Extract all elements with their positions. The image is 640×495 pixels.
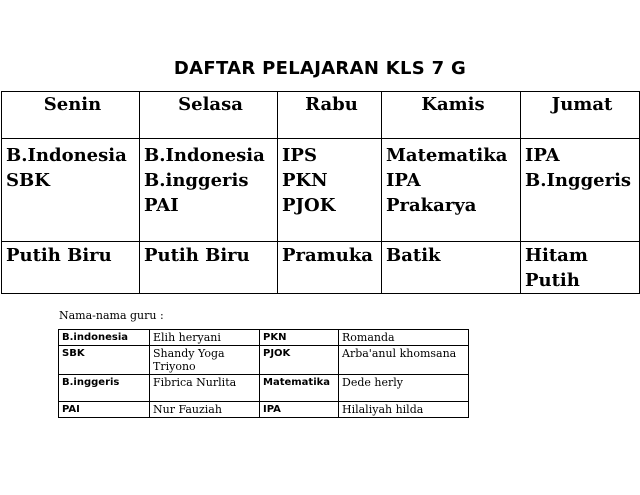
subject: B.inggeris [144, 170, 249, 191]
table-row [59, 346, 469, 375]
subject: B.Indonesia [6, 145, 127, 166]
teacher-name: Shandy Yoga Triyono [150, 346, 260, 375]
subject-name: SBK [59, 346, 150, 375]
teachers-label: Nama-nama guru : [59, 309, 164, 322]
teachers-table [58, 329, 469, 418]
teacher-name: Dede herly [339, 375, 469, 402]
uniform: Hitam [525, 245, 588, 266]
subject-name: Matematika [260, 375, 339, 402]
subject: B.Inggeris [525, 170, 632, 191]
subjects-cell-kamis [382, 139, 521, 242]
teacher-name: Fibrica Nurlita [150, 375, 260, 402]
subject: Matematika [386, 145, 508, 166]
subject: B.Indonesia [144, 145, 265, 166]
uniform: Putih Biru [6, 245, 112, 266]
subjects-cell-jumat [521, 139, 640, 242]
subject-name: B.inggeris [59, 375, 150, 402]
day-header: Kamis [382, 92, 521, 139]
subject-name: PAI [59, 402, 150, 418]
uniform: Putih Biru [144, 245, 250, 266]
schedule-table [1, 91, 640, 294]
subjects-cell-senin [2, 139, 140, 242]
subject: SBK [6, 170, 50, 191]
table-row [59, 330, 469, 346]
teacher-name: Elih heryani [150, 330, 260, 346]
subjects-row [2, 139, 640, 242]
page-title: DAFTAR PELAJARAN KLS 7 G [173, 58, 467, 79]
subject-name: PKN [260, 330, 339, 346]
subject: Prakarya [386, 195, 477, 216]
schedule-header-row [2, 92, 640, 139]
teacher-name: Arba'anul khomsana [339, 346, 469, 375]
uniform: Putih [525, 270, 580, 291]
teacher-name: Hilaliyah hilda [339, 402, 469, 418]
subject: IPA [386, 170, 421, 191]
uniform-cell [2, 242, 140, 294]
day-header: Senin [2, 92, 140, 139]
uniform-cell [140, 242, 278, 294]
subject: PKN [282, 170, 328, 191]
subjects-cell-rabu [278, 139, 382, 242]
table-row [59, 375, 469, 402]
uniform-row [2, 242, 640, 294]
day-header: Selasa [140, 92, 278, 139]
subject-name: B.indonesia [59, 330, 150, 346]
day-header: Rabu [278, 92, 382, 139]
table-row [59, 402, 469, 418]
teacher-name: Nur Fauziah [150, 402, 260, 418]
uniform: Pramuka [282, 245, 373, 266]
subject: PAI [144, 195, 179, 216]
uniform: Batik [386, 245, 441, 266]
subjects-cell-selasa [140, 139, 278, 242]
subject: IPS [282, 145, 317, 166]
uniform-cell [382, 242, 521, 294]
uniform-cell [521, 242, 640, 294]
teacher-name: Romanda [339, 330, 469, 346]
subject: PJOK [282, 195, 336, 216]
uniform-cell [278, 242, 382, 294]
subject-name: PJOK [260, 346, 339, 375]
subject-name: IPA [260, 402, 339, 418]
day-header: Jumat [521, 92, 640, 139]
subject: IPA [525, 145, 560, 166]
